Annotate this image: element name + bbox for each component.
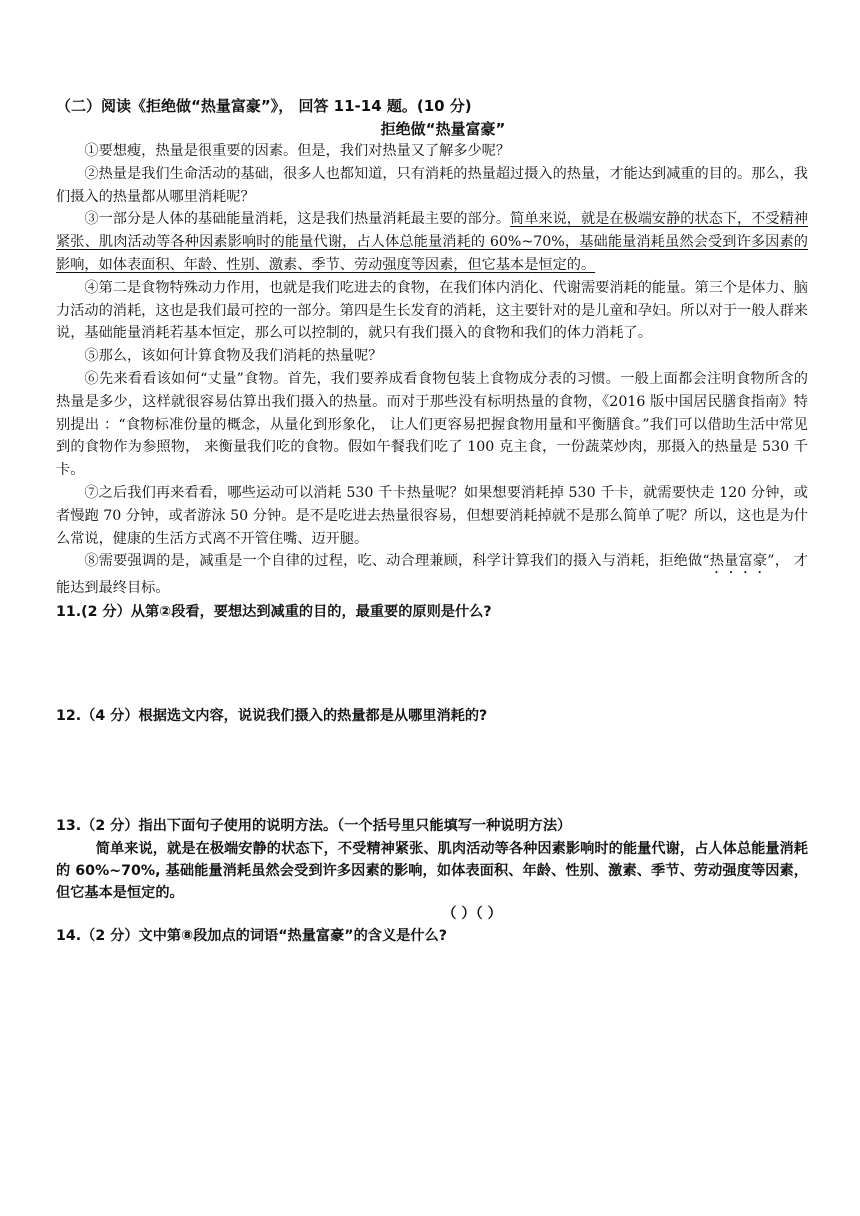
paragraph-1: ①要想瘦，热量是很重要的因素。但是，我们对热量又了解多少呢？ <box>84 143 511 159</box>
paragraph-8-start: ⑧需要强调的是，减重是一个自律的过程，吃、动合理兼顾，科学计算我们的摄入与消耗，拒绝做“ <box>84 553 710 570</box>
exam-page <box>56 94 808 1034</box>
dotted-term: 热量富豪 <box>709 553 768 570</box>
paragraph-7: ⑦之后我们再来看看，哪些运动可以消耗 530 千卡热量呢？如果想要消耗掉 530 千卡，就需要快走 120 分钟，或者慢跑 70 分钟，或者游泳 50 分钟。是不是吃进去热量很容易，但想要消耗掉就不是那么简单了呢？所以，这也是为什么常说，健康的生活方式离不开管住嘴、迈开腿。 <box>56 484 808 547</box>
answer-space-12[interactable] <box>56 728 808 814</box>
answer-space-11[interactable] <box>56 624 808 704</box>
article-body <box>56 140 808 600</box>
paragraph-8 <box>56 550 808 600</box>
question-13-quote: 简单来说，就是在极端安静的状态下，不受精神紧张、肌肉活动等各种因素影响时的能量代谢，占人体总能量消耗的 60%~70%, 基础能量消耗虽然会受到许多因素的影响，如体表面积、年龄、性别、激素、季节、劳动强度等因素，但它基本是恒定的。 <box>56 841 808 902</box>
answer-space-14[interactable] <box>56 948 808 1034</box>
section-heading: （二）阅读《拒绝做“热量富豪”》， 回答 11-14 题。(10 分) <box>56 97 472 115</box>
question-14: 14.（2 分）文中第⑧段加点的词语“热量富豪”的含义是什么? <box>56 928 447 945</box>
paragraph-2: ②热量是我们生命活动的基础，很多人也都知道，只有消耗的热量超过摄入的热量，才能达到减重的目的。那么，我们摄入的热量都从哪里消耗呢？ <box>56 165 808 205</box>
paragraph-5: ⑤那么，该如何计算食物及我们消耗的热量呢？ <box>84 348 383 365</box>
article-title: 拒绝做“热量富豪” <box>380 120 506 138</box>
question-11: 11.(2 分）从第②段看，要想达到减重的目的，最重要的原则是什么? <box>56 604 492 621</box>
paragraph-6: ⑥先来看看该如何“丈量”食物。首先，我们要养成看食物包装上食物成分表的习惯。一般上面都会注明食物所含的热量是多少，这样就很容易估算出我们摄入的热量。而对于那些没有标明热量的食物，《2016 版中国居民膳食指南》特别提出 ：“食物标准份量的概念，从量化到形象化， 让人们更容易把握食物用量和平衡膳食。”我们可以借助生活中常见到的食物作为参照物， 来衡量我们吃的食物。假如午餐我们吃了 100 克主食，一份蔬菜炒肉，那摄入的热量是 530 千卡。 <box>56 370 808 479</box>
paragraph-3-underlined-sentence: 简单来说，就是在极端安静的状态下，不受精神紧张、肌肉活动等各种因素影响时的能量代谢，占人体总能量消耗的 60%~70%，基础能量消耗虽然会受到许多因素的影响，如体表面积、年龄、性别、激素、季节、劳动强度等因素，但它基本是恒定的。 <box>56 211 808 273</box>
paragraph-8-end: ”， 才能达到最终目标。 <box>56 553 808 597</box>
paragraph-3-intro: ③一部分是人体的基础能量消耗，这是我们热量消耗最主要的部分。 <box>84 211 511 228</box>
question-13-answer-brackets[interactable]: （ ）（ ） <box>442 906 502 923</box>
paragraph-4: ④第二是食物特殊动力作用，也就是我们吃进去的食物，在我们体内消化、代谢需要消耗的能量。第三个是体力、脑力活动的消耗，这也是我们最可控的一部分。第四是生长发育的消耗，这主要针对的是儿童和孕妇。所以对于一般人群来说，基础能量消耗若基本恒定，那么可以控制的，就只有我们摄入的食物和我们的体力消耗了。 <box>56 279 808 342</box>
paragraph-3 <box>56 208 808 276</box>
question-12: 12.（4 分）根据选文内容，说说我们摄入的热量都是从哪里消耗的? <box>56 708 488 725</box>
question-13: 13.（2 分）指出下面句子使用的说明方法。（一个括号里只能填写一种说明方法） <box>56 818 572 835</box>
